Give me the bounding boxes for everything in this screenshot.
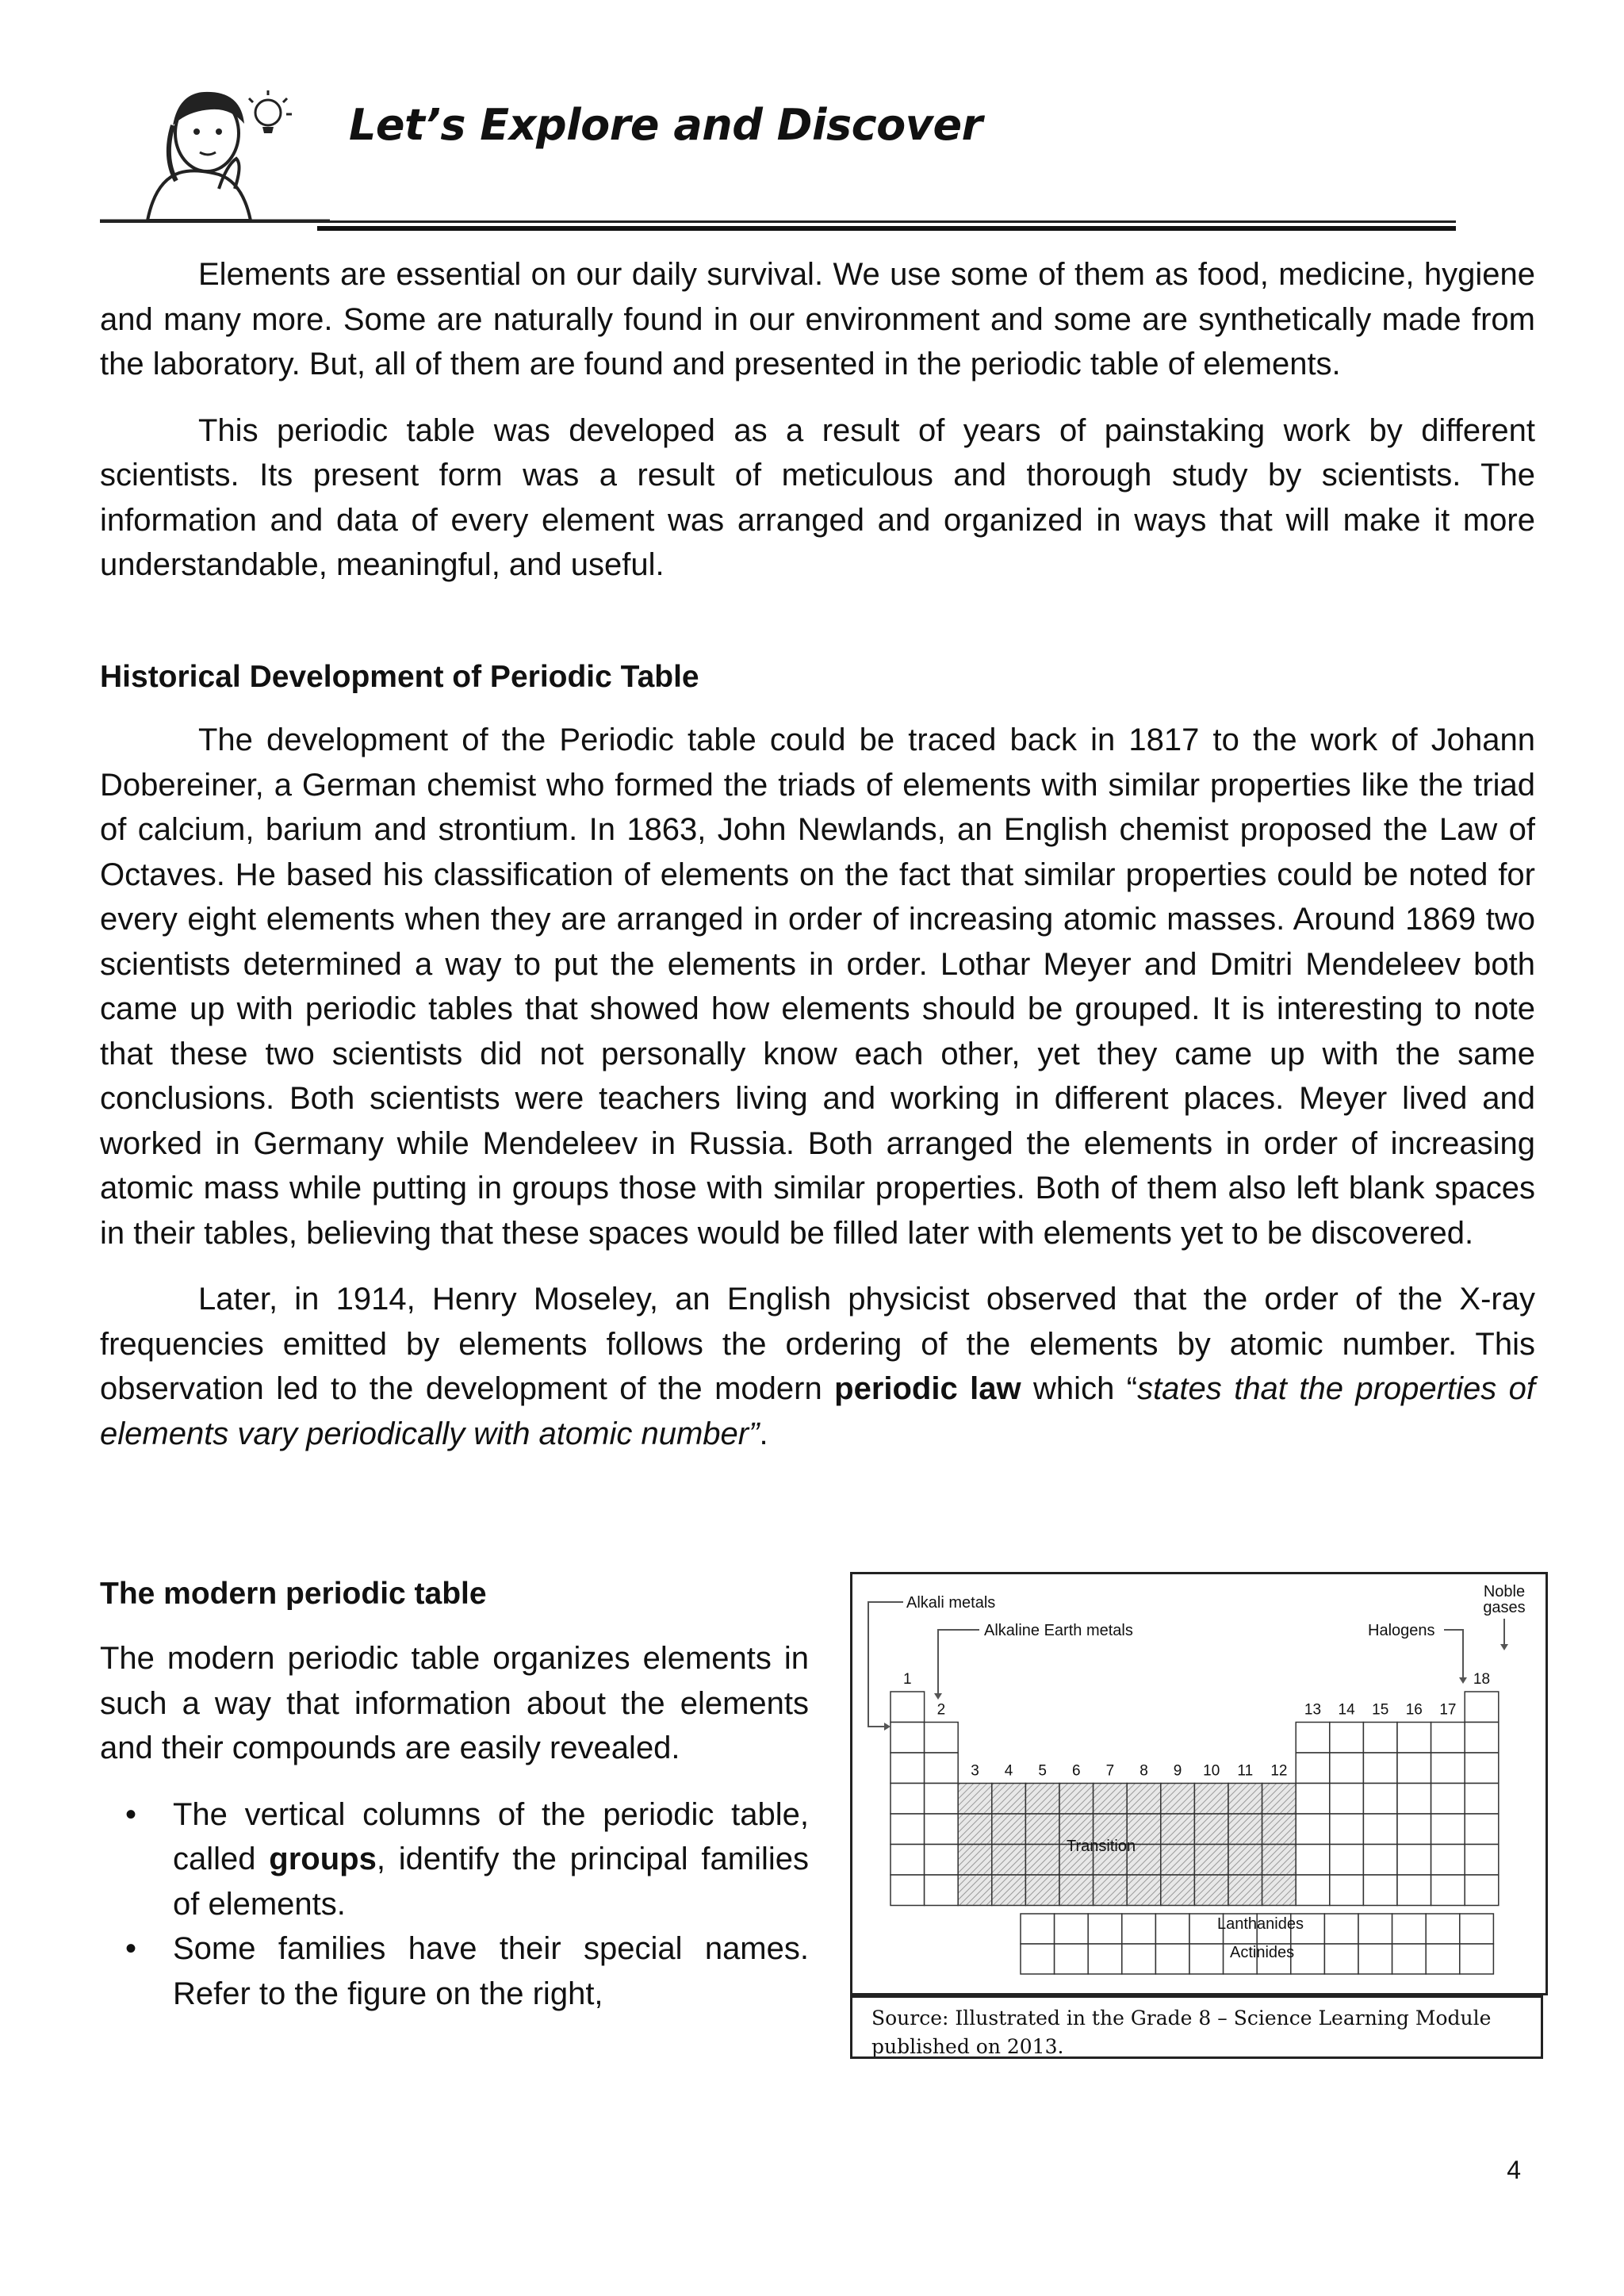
intro-paragraph-1: Elements are essential on our daily survival. We use some of them as food, medicine, hygiene and many more. Some are naturally found in our environment and some are synthetically made from the laboratory. But, all of them are found and presented in the periodic table of elements.: [100, 257, 1535, 381]
element-cell: [1330, 1814, 1364, 1845]
lanthanide-cell: [1426, 1914, 1460, 1944]
label-noble: Noble: [1483, 1583, 1526, 1600]
element-cell: [891, 1692, 925, 1723]
element-cell: [1465, 1692, 1499, 1723]
group-number: 13: [1304, 1701, 1322, 1719]
header-rule: [100, 220, 1456, 223]
element-cell: [1465, 1845, 1499, 1876]
element-cell: [1431, 1753, 1465, 1784]
modern-intro: The modern periodic table organizes elements in such a way that information about the elements and their compounds are easily revealed.: [100, 1641, 809, 1765]
label-alkaline-earth: Alkaline Earth metals: [984, 1622, 1133, 1639]
intro-section: [100, 252, 1535, 588]
transition-cell: [992, 1845, 1026, 1876]
groups-term: groups: [269, 1842, 377, 1876]
element-cell: [1330, 1753, 1364, 1784]
element-cell: [1397, 1875, 1431, 1906]
transition-cell: [1094, 1875, 1128, 1906]
lanthanide-cell: [1392, 1914, 1427, 1944]
transition-cell: [1194, 1875, 1228, 1906]
actinide-cell: [1460, 1944, 1494, 1974]
element-cell: [1363, 1875, 1397, 1906]
bullet-families: • Some families have their special names. Refer to the figure on the right,: [100, 1926, 809, 2016]
lanthanide-cell: [1055, 1914, 1089, 1944]
element-cell: [1397, 1753, 1431, 1784]
element-cell: [891, 1723, 925, 1754]
bullet-groups: [100, 1792, 809, 1927]
element-cell: [1465, 1723, 1499, 1754]
actinide-cell: [1088, 1944, 1122, 1974]
group-number: 17: [1439, 1701, 1457, 1719]
transition-cell: [1025, 1875, 1059, 1906]
group-number: 4: [1004, 1762, 1013, 1780]
student-thinking-illustration: [100, 86, 338, 225]
actinide-cell: [1324, 1944, 1358, 1974]
transition-cell: [1127, 1784, 1161, 1815]
element-cell: [1296, 1753, 1330, 1784]
element-cell: [1431, 1845, 1465, 1876]
transition-cell: [1025, 1784, 1059, 1815]
element-cell: [925, 1875, 959, 1906]
element-cell: [1397, 1723, 1431, 1754]
lanthanide-cell: [1155, 1914, 1189, 1944]
element-cell: [1397, 1814, 1431, 1845]
group-number: 9: [1173, 1762, 1182, 1780]
group-number: 14: [1338, 1701, 1355, 1719]
actinide-cell: [1122, 1944, 1156, 1974]
actinide-cell: [1155, 1944, 1189, 1974]
transition-cell: [1194, 1814, 1228, 1845]
history-section: [100, 718, 1535, 1456]
group-number: 1: [903, 1671, 912, 1688]
actinide-cell: [1291, 1944, 1325, 1974]
group-number: 11: [1237, 1762, 1254, 1780]
lanthanide-cell: [1088, 1914, 1122, 1944]
transition-cell: [992, 1814, 1026, 1845]
group-number: 6: [1072, 1762, 1081, 1780]
transition-cell: [1127, 1875, 1161, 1906]
header-rule-thick: [317, 226, 1456, 231]
lanthanide-cell: [1358, 1914, 1392, 1944]
periodic-law-end: .: [759, 1416, 768, 1451]
element-cell: [1465, 1753, 1499, 1784]
transition-cell: [1059, 1875, 1094, 1906]
alkaline-arrowhead: [934, 1693, 942, 1700]
actinide-cell: [1055, 1944, 1089, 1974]
element-cell: [1397, 1845, 1431, 1876]
element-cell: [1363, 1784, 1397, 1815]
transition-cell: [958, 1784, 992, 1815]
lanthanide-cell: [1460, 1914, 1494, 1944]
group-number: 16: [1405, 1701, 1423, 1719]
element-cell: [1330, 1723, 1364, 1754]
transition-cell: [1228, 1845, 1262, 1876]
transition-cell: [1262, 1814, 1297, 1845]
element-cell: [1397, 1784, 1431, 1815]
element-cell: [891, 1814, 925, 1845]
element-cell: [1431, 1784, 1465, 1815]
actinide-cell: [1021, 1944, 1055, 1974]
transition-cell: [992, 1875, 1026, 1906]
element-cell: [1465, 1814, 1499, 1845]
transition-cell: [1025, 1845, 1059, 1876]
modern-bullets: [100, 1792, 809, 2017]
element-cell: [925, 1723, 959, 1754]
element-cell: [1465, 1784, 1499, 1815]
transition-cell: [1262, 1784, 1297, 1815]
label-gases: gases: [1483, 1599, 1526, 1616]
transition-cell: [958, 1845, 992, 1876]
group-number: 10: [1203, 1762, 1220, 1780]
transition-cell: [1228, 1875, 1262, 1906]
transition-cell: [958, 1814, 992, 1845]
history-paragraph-2: [100, 1277, 1535, 1456]
transition-cell: [1194, 1845, 1228, 1876]
alkali-arrowhead: [884, 1723, 891, 1731]
actinide-cell: [1189, 1944, 1224, 1974]
alkaline-arrow: [938, 1630, 979, 1695]
element-cell: [925, 1814, 959, 1845]
element-cell: [1363, 1723, 1397, 1754]
group-number: 15: [1372, 1701, 1389, 1719]
noble-arrowhead: [1500, 1644, 1508, 1650]
actinide-cell: [1392, 1944, 1427, 1974]
periodic-law-which: which “: [1021, 1371, 1138, 1406]
element-cell: [1296, 1814, 1330, 1845]
element-cell: [1330, 1784, 1364, 1815]
element-cell: [1363, 1814, 1397, 1845]
halogens-arrowhead: [1459, 1677, 1467, 1684]
element-cell: [1330, 1845, 1364, 1876]
label-alkali-metals: Alkali metals: [906, 1594, 996, 1612]
transition-cell: [1194, 1784, 1228, 1815]
element-cell: [1296, 1723, 1330, 1754]
bullet-groups-end: , identify the principal families of elements.: [173, 1842, 809, 1922]
history-paragraph-1: The development of the Periodic table could be traced back in 1817 to the work of Johann Dobereiner, a German chemist who formed the triads of elements with similar properties like the triad of calcium, barium and strontium. In 1863, John Newlands, an English chemist proposed the Law of Octaves. He based his classification of elements on the fact that similar properties could be noted for every eight elements when they are arranged in order of increasing atomic masses. Around 1869 two scientists determined a way to put the elements in order. Lothar Meyer and Dmitri Mendeleev both came up with periodic tables that showed how elements should be grouped. It is interesting to note that these two scientists did not personally know each other, yet they came up with the same conclusions. Both scientists were teachers living and working in different places. Meyer lived and worked in Germany while Mendeleev in Russia. Both arranged the elements in order of increasing atomic mass while putting in groups those with similar properties. Both of them also left blank spaces in their tables, believing that these spaces would be filled later with elements yet to be discovered.: [100, 723, 1535, 1251]
label-lanthanides: Lanthanides: [1217, 1915, 1304, 1933]
transition-cell: [1094, 1784, 1128, 1815]
figure-source-caption: Source: Illustrated in the Grade 8 – Science Learning Module published on 2013.: [850, 1995, 1543, 2059]
group-number: 12: [1270, 1762, 1288, 1780]
transition-cell: [1025, 1814, 1059, 1845]
modern-section: [100, 1636, 809, 2016]
element-cell: [891, 1875, 925, 1906]
lanthanide-cell: [1324, 1914, 1358, 1944]
label-transition: Transition: [1067, 1838, 1136, 1855]
modern-heading: The modern periodic table: [100, 1577, 487, 1611]
transition-cell: [1161, 1784, 1195, 1815]
header-title: Let’s Explore and Discover: [349, 100, 982, 150]
element-cell: [925, 1845, 959, 1876]
label-halogens: Halogens: [1368, 1622, 1435, 1639]
transition-cell: [1059, 1784, 1094, 1815]
element-cell: [1465, 1875, 1499, 1906]
group-number: 2: [936, 1701, 946, 1719]
group-number: 5: [1038, 1762, 1047, 1780]
transition-cell: [958, 1875, 992, 1906]
element-cell: [1330, 1875, 1364, 1906]
transition-cell: [1161, 1875, 1195, 1906]
history-heading: Historical Development of Periodic Table: [100, 660, 699, 694]
transition-cell: [1161, 1845, 1195, 1876]
bullet-groups-text: The vertical columns of the periodic table, called: [173, 1796, 809, 1876]
element-cell: [1431, 1875, 1465, 1906]
element-cell: [891, 1784, 925, 1815]
group-number: 8: [1139, 1762, 1148, 1780]
group-number: 7: [1105, 1762, 1115, 1780]
periodic-law-definition: states that the properties of elements vary periodically with atomic number”: [100, 1371, 1536, 1451]
moseley-text: Later, in 1914, Henry Moseley, an English physicist observed that the order of the X-ray frequencies emitted by elements follows the ordering of the elements by atomic number. This observation led to the development of the modern: [100, 1282, 1535, 1406]
periodic-table-diagram: [852, 1574, 1545, 1993]
transition-cell: [1228, 1814, 1262, 1845]
actinide-cell: [1426, 1944, 1460, 1974]
lanthanide-cell: [1122, 1914, 1156, 1944]
page-number: 4: [1507, 2156, 1521, 2184]
element-cell: [1431, 1814, 1465, 1845]
halogens-arrow: [1444, 1630, 1463, 1679]
element-cell: [1296, 1845, 1330, 1876]
transition-cell: [992, 1784, 1026, 1815]
transition-cell: [1262, 1845, 1297, 1876]
element-cell: [925, 1753, 959, 1784]
group-number: 3: [971, 1762, 979, 1780]
transition-cell: [1228, 1784, 1262, 1815]
group-number: 18: [1473, 1671, 1491, 1688]
transition-cell: [1161, 1814, 1195, 1845]
element-cell: [1363, 1845, 1397, 1876]
actinide-cell: [1358, 1944, 1392, 1974]
transition-cell: [1262, 1875, 1297, 1906]
lanthanide-cell: [1021, 1914, 1055, 1944]
label-actinides: Actinides: [1230, 1944, 1295, 1961]
element-cell: [891, 1753, 925, 1784]
element-cell: [1431, 1723, 1465, 1754]
element-cell: [1363, 1753, 1397, 1784]
element-cell: [891, 1845, 925, 1876]
intro-paragraph-2: This periodic table was developed as a result of years of painstaking work by different scientists. Its present form was a result of meticulous and thorough study by scientists. The information and data of every element was arranged and organized in ways that will make it more understandable, meaningful, and useful.: [100, 412, 1535, 582]
element-cell: [1296, 1875, 1330, 1906]
element-cell: [925, 1784, 959, 1815]
periodic-law-term: periodic law: [834, 1371, 1021, 1406]
periodic-table-figure: [850, 1572, 1548, 1995]
element-cell: [1296, 1784, 1330, 1815]
